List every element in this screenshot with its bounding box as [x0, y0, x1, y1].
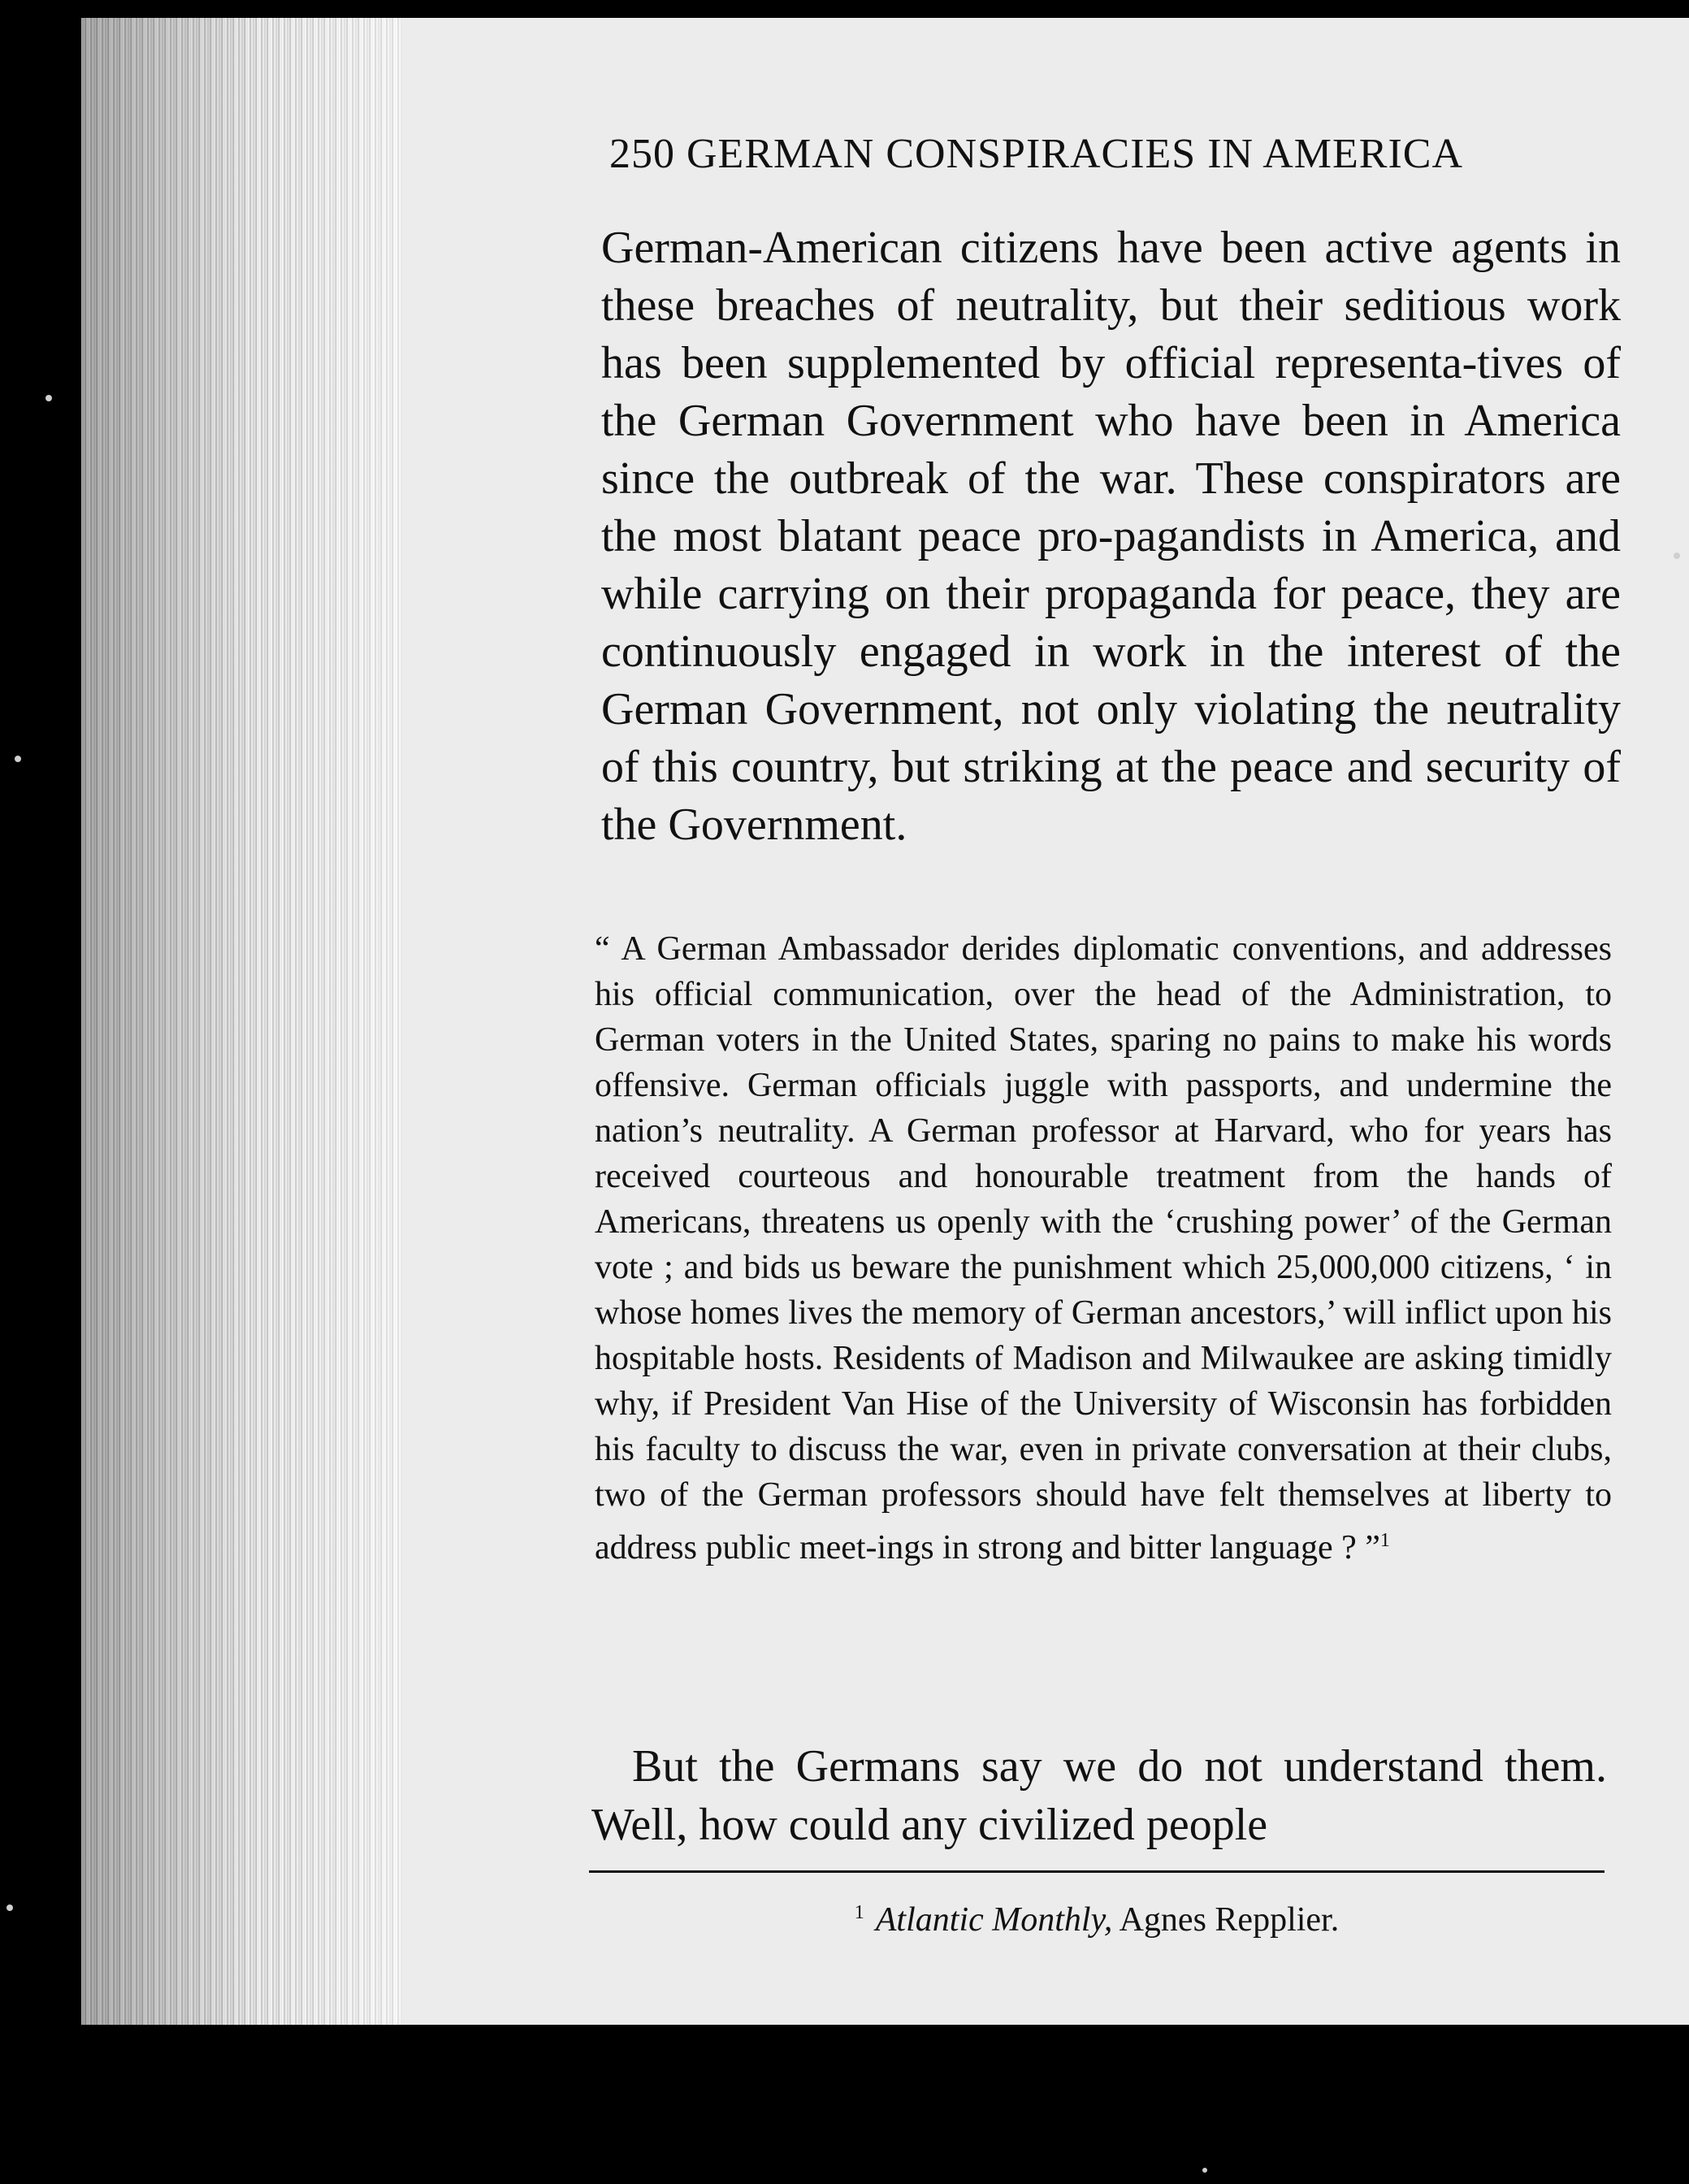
page-number: 250: [609, 131, 675, 177]
page-fore-edge: [81, 18, 402, 2025]
footnote-source: Atlantic Monthly,: [875, 1901, 1113, 1939]
running-head: [609, 130, 1613, 178]
footnote-author: Agnes Repplier.: [1119, 1901, 1340, 1939]
footnote-reference: 1: [1379, 1530, 1390, 1551]
scan-speck: [1674, 552, 1680, 559]
running-title: GERMAN CONSPIRACIES IN AMERICA: [686, 131, 1463, 177]
body-paragraph-1: German-American citizens have been active agents in these breaches of neutrality, but their seditious work has been supplemented by official representa-tives of the German Government who have been in America since the outbreak of the war. These conspirators are the most blatant peace pro-pagandists in America, and while carrying on their propaganda for peace, they are continuously engaged in work in the interest of the German Government, not only violating the neutrality of this country, but striking at the peace and security of the Government.: [601, 223, 1621, 850]
footnote-rule: [589, 1870, 1605, 1873]
block-quotation: [595, 926, 1612, 1571]
scan-speck: [6, 1904, 13, 1911]
scan-speck: [15, 756, 21, 762]
body-paragraph-2: But the Germans say we do not understand them. Well, how could any civilized people: [591, 1741, 1607, 1850]
scan-speck: [1202, 2168, 1207, 2173]
footnote: [589, 1890, 1605, 1943]
scan-speck: [45, 395, 52, 401]
quotation-text: “ A German Ambassador derides diplomatic conventions, and addresses his official communication, over the head of the Administration, to German voters in the United States, sparing no pains to make his words offensive. German officials juggle with passports, and undermine the nation’s neutrality. A German professor at Harvard, who for years has received courteous and honourable treatment from the hands of Americans, threatens us openly with the ‘crushing power’ of the German vote ; and bids us beware the punishment which 25,000,000 citizens, ‘ in whose homes lives the memory of German ancestors,’ will inflict upon his hospitable hosts. Residents of Madison and Milwaukee are asking timidly why, if President Van Hise of the University of Wisconsin has forbidden his faculty to discuss the war, even in private conversation at their clubs, two of the German professors should have felt themselves at liberty to address public meet-ings in strong and bitter language ? ”: [595, 930, 1612, 1566]
footnote-marker: 1: [854, 1902, 864, 1923]
